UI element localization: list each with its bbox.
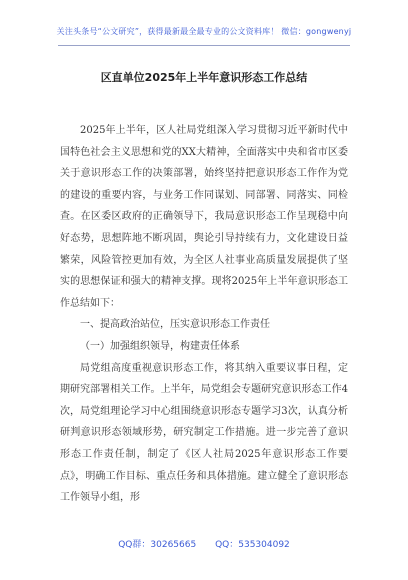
section-heading: 一、提高政治站位，压实意识形态工作责任 xyxy=(80,319,270,331)
header-note: 关注头条号“公文研究”，获得最新最全最专业的公文资料库！ 微信：gongwenyj xyxy=(56,27,352,36)
header-divider xyxy=(58,45,350,46)
footer-contact xyxy=(0,537,408,550)
document-title: 区直单位2025年上半年意识形态工作总结 xyxy=(100,71,308,84)
qq-group: QQ群：30265665 xyxy=(118,540,197,550)
document-body xyxy=(60,120,348,509)
qq-number: QQ：535304092 xyxy=(215,540,290,550)
intro-paragraph: 2025年上半年，区人社局党组深入学习贯彻习近平新时代中国特色社会主义思想和党的XX大精神，全面落实中央和省市区委关于意识形态工作的决策部署，始终坚持把意识形态工作作为党的建设的重要内容，与业务工作同谋划、同部署、同落实、同检查。在区委区政府的正确领导下，我局意识形态工作呈现稳中向好态势，思想阵地不断巩固，舆论引导持续有力，文化建设日益繁荣，风险管控更加有效，为全区人社事业高质量发展提供了坚实的思想保证和强大的精神支撑。现将2025年上半年意识形态工作总结如下： xyxy=(60,125,348,309)
subsection-heading: （一）加强组织领导，构建责任体系 xyxy=(80,340,240,352)
subsection-paragraph: 局党组高度重视意识形态工作，将其纳入重要议事日程，定期研究部署相关工作。上半年，局党组会专题研究意识形态工作4次，局党组理论学习中心组围绕意识形态专题学习3次，认真分析研判意识形态领域形势，研究制定工作措施。进一步完善了意识形态工作责任制，制定了《区人社局2025年意识形态工作要点》，明确工作目标、重点任务和具体措施。建立健全了意识形态工作领导小组，形 xyxy=(60,362,348,504)
